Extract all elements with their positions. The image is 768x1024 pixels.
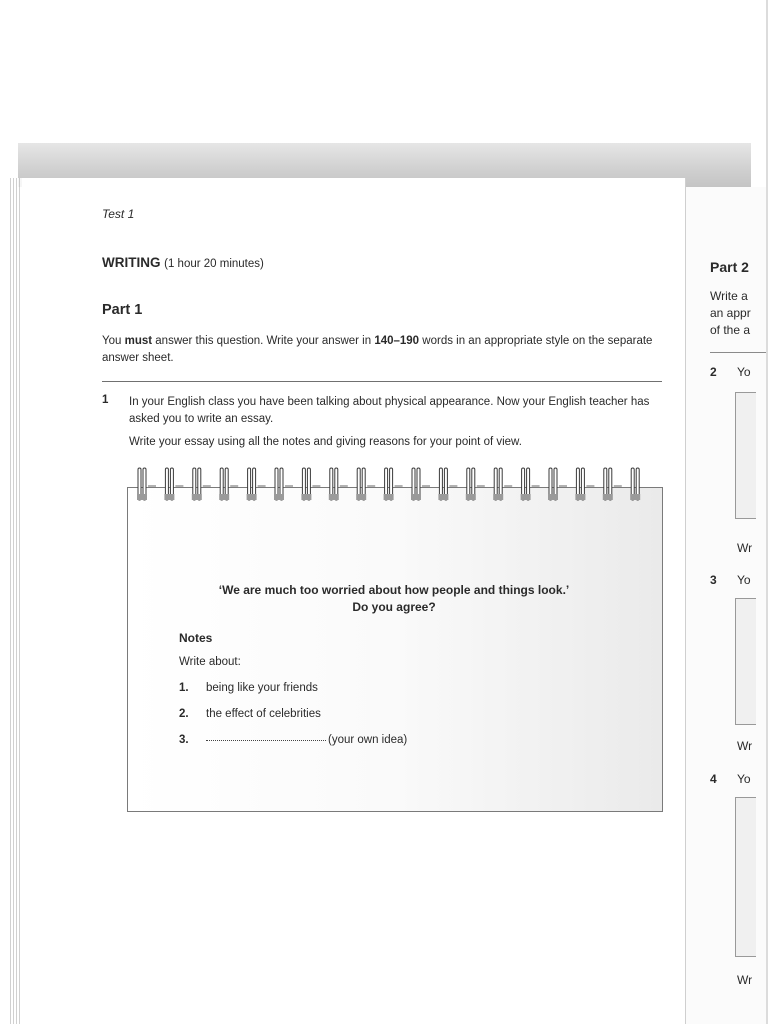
- spiral-ring: [274, 468, 293, 500]
- note-text: (your own idea): [328, 734, 408, 746]
- essay-quote: ‘We are much too worried about how people and things look.’: [218, 583, 570, 597]
- spiral-ring: [493, 468, 512, 500]
- note-item: [179, 708, 321, 720]
- note-item: [179, 734, 407, 746]
- note-number: 2.: [179, 708, 189, 720]
- spiral-ring: [329, 468, 348, 500]
- essay-question: Do you agree?: [352, 600, 436, 614]
- note-number: 3.: [179, 734, 189, 746]
- right-text-box: [735, 392, 756, 519]
- instructions-must: must: [124, 335, 153, 347]
- question-number: 1: [102, 394, 109, 406]
- right-write-fragment: Wr: [737, 541, 753, 555]
- spiral-ring: [384, 468, 403, 500]
- section-title: WRITING: [102, 255, 161, 270]
- section-heading: [102, 255, 264, 270]
- question-instruction: Write your essay using all the notes and giving reasons for your point of view.: [129, 436, 522, 448]
- notebook-card: [127, 487, 663, 812]
- spiral-ring: [219, 468, 238, 500]
- divider: [102, 381, 662, 382]
- section-duration: (1 hour 20 minutes): [164, 258, 264, 270]
- spiral-ring: [192, 468, 211, 500]
- note-number: 1.: [179, 682, 189, 694]
- spiral-ring: [164, 468, 183, 500]
- right-text-box: [735, 598, 756, 725]
- spiral-ring: [548, 468, 567, 500]
- right-intro-line: of the a: [710, 323, 751, 337]
- spiral-ring: [575, 468, 594, 500]
- part-title: Part 1: [102, 302, 143, 318]
- note-item: [179, 682, 318, 694]
- right-text-box: [735, 797, 756, 957]
- part-instructions: [102, 333, 667, 367]
- right-page: [686, 187, 768, 1024]
- spiral-ring: [411, 468, 430, 500]
- instructions-word-count: 140–190: [374, 335, 420, 347]
- instructions-post: words in an appropriate style on the separate answer sheet.: [102, 335, 653, 364]
- spiral-ring: [438, 468, 457, 500]
- right-divider: [710, 352, 768, 353]
- spiral-ring: [466, 468, 485, 500]
- right-question-number: 3: [710, 573, 717, 587]
- spiral-ring: [630, 468, 640, 500]
- page-edges: [8, 178, 22, 1024]
- instructions-mid: answer this question. Write your answer in: [152, 335, 375, 347]
- note-text: the effect of celebrities: [206, 708, 321, 720]
- question-text: In your English class you have been talking about physical appearance. Now your English teacher has asked you to write an essay.: [129, 396, 650, 425]
- notes-title: Notes: [179, 631, 213, 645]
- right-question-number: 2: [710, 365, 717, 379]
- notebook-spiral-binding: [128, 466, 660, 506]
- right-question-text: Yo: [737, 365, 751, 379]
- spiral-ring: [301, 468, 320, 500]
- right-question-number: 4: [710, 772, 717, 786]
- right-part-title: Part 2: [710, 259, 749, 275]
- spiral-ring: [356, 468, 375, 500]
- note-text: being like your friends: [206, 682, 318, 694]
- spiral-ring: [247, 468, 266, 500]
- right-write-fragment: Wr: [737, 973, 753, 987]
- right-intro-line: Write a: [710, 289, 748, 303]
- test-label: Test 1: [102, 207, 135, 221]
- right-write-fragment: Wr: [737, 739, 753, 753]
- right-question-text: Yo: [737, 573, 751, 587]
- right-intro-line: an appr: [710, 306, 751, 320]
- essay-prompt: [127, 582, 661, 616]
- spiral-ring: [137, 468, 156, 500]
- write-about-label: Write about:: [179, 656, 241, 668]
- spiral-ring: [521, 468, 540, 500]
- answer-blank: [206, 740, 326, 741]
- spiral-ring: [603, 468, 622, 500]
- right-question-text: Yo: [737, 772, 751, 786]
- instructions-pre: You: [102, 335, 125, 347]
